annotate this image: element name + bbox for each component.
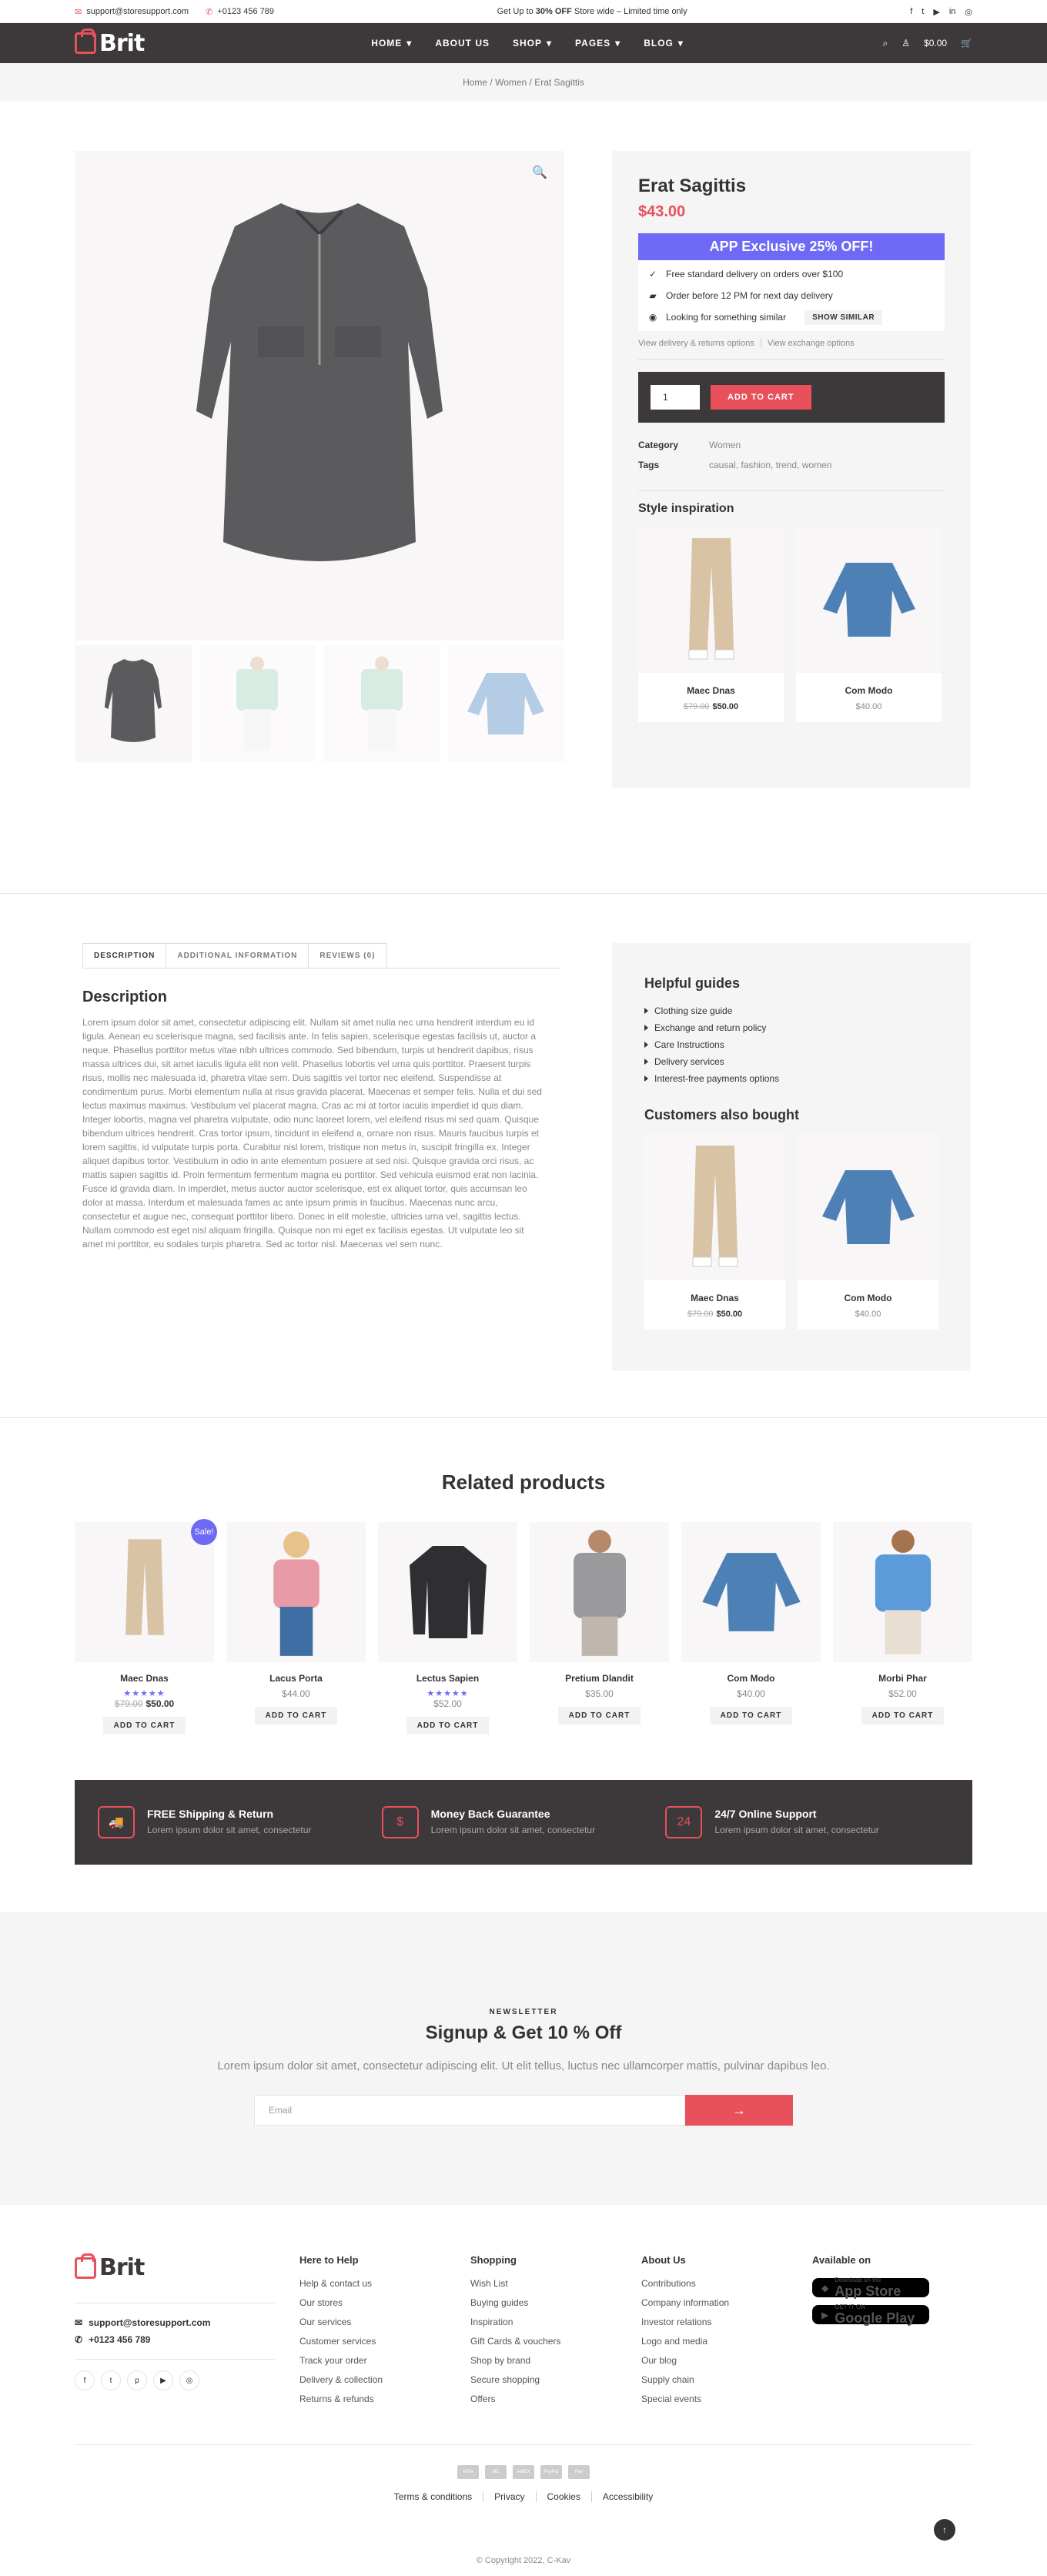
khaki-pants-image <box>688 1142 742 1273</box>
nav-about[interactable]: ABOUT US <box>435 38 490 49</box>
thumbnail-4[interactable] <box>448 645 565 762</box>
footer-link[interactable]: Logo and media <box>641 2336 708 2347</box>
denim-shirt-image <box>815 1161 922 1253</box>
topbar <box>0 0 1047 23</box>
customers-also-bought-title: Customers also bought <box>644 1107 800 1122</box>
category-link[interactable]: Women <box>709 440 741 450</box>
search-icon[interactable]: ⌕ <box>882 37 888 49</box>
money-icon: $ <box>382 1806 419 1838</box>
description-title: Description <box>82 989 168 1005</box>
footer-link[interactable]: Investor relations <box>641 2317 712 2327</box>
support-24-icon: 24 <box>665 1806 702 1838</box>
tags-links[interactable]: causal, fashion, trend, women <box>709 460 832 470</box>
facebook-icon[interactable]: f <box>910 6 913 16</box>
guide-link[interactable]: Exchange and return policy <box>644 1019 938 1036</box>
add-to-cart-button[interactable]: ADD TO CART <box>711 385 811 410</box>
footer-link[interactable]: Returns & refunds <box>299 2394 374 2404</box>
bag-logo-icon <box>75 2257 96 2279</box>
footer-link[interactable]: Our stores <box>299 2297 343 2308</box>
footer: Brit ✉ support@storesupport.com ✆ +0123 456 789 f t p ▶ ◎ Here to Help Help & contact us Our stores Our services Customer services Track your order Delivery & collection Returns & refunds Shopping Wish List Buying guides Inspiration Gift Cards & vouchers Shop by brand Secure shopping Offers About Us Contributions Company information Investor relations Logo and media Our blog Supply chain Special events Available on ◆ Download on the App Store ▶ GET IT ON Google Play VISA MC AMEX PayPal Pay Terms & conditions Privacy Cookies Accessibility ↑ © Copyright 2022, C-Kav <box>75 2205 972 2576</box>
chevron-down-icon: ▾ <box>677 38 684 49</box>
related-product-card[interactable]: Com Modo $40.00 ADD TO CART <box>681 1522 821 1735</box>
chevron-down-icon: ▾ <box>615 38 621 49</box>
check-circle-icon: ✓ <box>648 269 657 279</box>
main-nav <box>371 38 684 49</box>
add-to-cart-button[interactable]: ADD TO CART <box>861 1707 945 1725</box>
linkedin-icon[interactable]: in <box>948 6 956 16</box>
back-to-top-button[interactable]: ↑ <box>934 2519 955 2541</box>
footer-link[interactable]: Help & contact us <box>299 2278 373 2289</box>
mini-product-card[interactable]: Maec Dnas $79.00 $50.00 <box>638 527 784 722</box>
rating-stars: ★★★★★ <box>123 1689 166 1698</box>
footer-link[interactable]: Our blog <box>641 2355 677 2366</box>
newsletter-section: NEWSLETTER Signup & Get 10 % Off Lorem ipsum dolor sit amet, consectetur adipiscing elit. Ut elit tellus, luctus nec ullamcorper mattis, pulvinar dapibus leo. Email → <box>0 1912 1047 2205</box>
nav-blog[interactable]: BLOG ▾ <box>644 38 684 49</box>
thumbnail-2[interactable] <box>199 645 316 762</box>
nav-home[interactable]: HOME ▾ <box>371 38 413 49</box>
applepay-icon: Pay <box>568 2465 590 2479</box>
related-products <box>75 1418 972 1780</box>
truck-icon: ▰ <box>649 290 657 301</box>
guide-link[interactable]: Clothing size guide <box>644 1002 938 1019</box>
product-title: Erat Sagittis <box>638 176 747 196</box>
related-product-card[interactable]: Sale! Maec Dnas ★★★★★ $79.00 $50.00 ADD TO CART <box>75 1522 214 1735</box>
accessibility-link[interactable]: Accessibility <box>591 2491 664 2502</box>
delivery-returns-link[interactable]: View delivery & returns options <box>638 339 754 348</box>
footer-link[interactable]: Special events <box>641 2394 702 2404</box>
newsletter-title: Signup & Get 10 % Off <box>425 2022 622 2043</box>
add-to-cart-button[interactable]: ADD TO CART <box>710 1707 793 1725</box>
footer-link[interactable]: Our services <box>299 2317 352 2327</box>
topbar-promo: Get Up to 30% OFF Store wide – Limited time only <box>497 7 687 16</box>
tab-description[interactable]: DESCRIPTION <box>82 943 166 968</box>
related-product-card[interactable]: Pretium Dlandit $35.00 ADD TO CART <box>530 1522 669 1735</box>
add-to-cart-box <box>638 372 945 423</box>
sale-badge: Sale! <box>191 1519 217 1545</box>
add-to-cart-button[interactable]: ADD TO CART <box>103 1717 186 1735</box>
logo[interactable]: Brit <box>75 30 144 57</box>
tab-reviews[interactable]: REVIEWS (0) <box>308 943 386 968</box>
instagram-icon[interactable]: ◎ <box>179 2370 199 2390</box>
chevron-down-icon: ▾ <box>406 38 413 49</box>
copyright: © Copyright 2022, C-Kav <box>476 2556 571 2565</box>
add-to-cart-button[interactable]: ADD TO CART <box>255 1707 338 1725</box>
add-to-cart-button[interactable]: ADD TO CART <box>406 1717 490 1735</box>
product-gallery <box>75 151 564 893</box>
cart-icon[interactable]: 🛒 <box>961 38 972 49</box>
bag-logo-icon <box>75 32 96 54</box>
breadcrumb: Home / Women / Erat Sagittis <box>0 63 1047 102</box>
footer-link[interactable]: Customer services <box>299 2336 376 2347</box>
features-bar: 🚚 FREE Shipping & Return Lorem ipsum dolor sit amet, consectetur $ Money Back Guarantee Lorem ipsum dolor sit amet, consectetur 24 24/7 Online Support Lorem ipsum dolor sit amet, consectetur <box>75 1780 972 1865</box>
youtube-icon[interactable]: ▶ <box>153 2370 173 2390</box>
add-to-cart-button[interactable]: ADD TO CART <box>558 1707 641 1725</box>
denim-shirt-image <box>815 554 923 646</box>
footer-link[interactable]: Wish List <box>470 2278 508 2289</box>
pinterest-icon[interactable]: p <box>127 2370 147 2390</box>
app-store-button[interactable]: ◆ Download on the App Store <box>812 2278 929 2297</box>
facebook-icon[interactable]: f <box>75 2370 95 2390</box>
mail-icon: ✉ <box>75 2317 83 2328</box>
related-product-card[interactable]: Morbi Phar $52.00 ADD TO CART <box>833 1522 972 1735</box>
youtube-icon[interactable]: ▶ <box>933 7 940 17</box>
guide-link[interactable]: Delivery services <box>644 1053 938 1070</box>
eye-icon: ◉ <box>648 312 657 323</box>
truck-icon: 🚚 <box>98 1806 135 1838</box>
subscribe-button[interactable]: → <box>685 2095 793 2126</box>
helpful-guides-panel <box>612 943 971 1371</box>
footer-link[interactable]: Inspiration <box>470 2317 513 2327</box>
khaki-pants-image <box>684 534 738 665</box>
chevron-down-icon: ▾ <box>547 38 553 49</box>
quantity-input[interactable]: 1 <box>651 385 700 410</box>
related-title: Related products <box>441 1470 606 1494</box>
topbar-phone[interactable]: ✆ +0123 456 789 <box>206 7 274 17</box>
mini-product-card[interactable]: Com Modo $40.00 <box>798 1134 938 1330</box>
apple-icon: ◆ <box>821 2282 829 2293</box>
helpful-guides-title: Helpful guides <box>644 975 741 991</box>
mastercard-icon: MC <box>485 2465 507 2479</box>
show-similar-button[interactable]: SHOW SIMILAR <box>804 310 882 325</box>
twitter-icon[interactable]: t <box>101 2370 121 2390</box>
header <box>0 23 1047 63</box>
play-icon: ▶ <box>821 2309 829 2320</box>
product-summary <box>612 151 971 788</box>
footer-link[interactable]: Shop by brand <box>470 2355 531 2366</box>
description-section <box>75 894 972 1417</box>
footer-link[interactable]: Contributions <box>641 2278 696 2289</box>
style-inspiration-title: Style inspiration <box>638 490 945 516</box>
guide-link[interactable]: Interest-free payments options <box>644 1070 938 1087</box>
footer-link[interactable]: Track your order <box>299 2355 367 2366</box>
mini-product-card[interactable]: Com Modo $40.00 <box>796 527 942 722</box>
tab-additional-information[interactable]: ADDITIONAL INFORMATION <box>166 943 309 968</box>
footer-logo[interactable]: Brit <box>75 2254 299 2281</box>
mini-product-card[interactable]: Maec Dnas $79.00 $50.00 <box>644 1134 785 1330</box>
user-icon[interactable]: ♙ <box>901 38 911 49</box>
product-meta: Category Women Tags causal, fashion, trend, women <box>638 440 832 470</box>
privacy-link[interactable]: Privacy <box>483 2491 535 2502</box>
nav-pages[interactable]: PAGES ▾ <box>575 38 621 49</box>
cart-total[interactable]: $0.00 <box>924 38 948 49</box>
related-product-card[interactable]: Lectus Sapien ★★★★★ $52.00 ADD TO CART <box>378 1522 517 1735</box>
cookies-link[interactable]: Cookies <box>536 2491 591 2502</box>
zoom-icon[interactable]: 🔍 <box>532 166 547 179</box>
footer-link[interactable]: Company information <box>641 2297 730 2308</box>
google-play-button[interactable]: ▶ GET IT ON Google Play <box>812 2305 929 2324</box>
product-tabs <box>82 943 560 969</box>
footer-link[interactable]: Delivery & collection <box>299 2374 383 2385</box>
perks-list: ✓ Free standard delivery on orders over $100 ▰ Order before 12 PM for next day delivery ◉ Looking for something similar SHOW SIMILAR <box>638 260 945 331</box>
instagram-icon[interactable]: ◎ <box>965 7 972 17</box>
footer-link[interactable]: Buying guides <box>470 2297 529 2308</box>
phone-icon: ✆ <box>206 7 213 17</box>
twitter-icon[interactable]: t <box>922 6 925 16</box>
payment-icons <box>75 2465 972 2479</box>
phone-icon: ✆ <box>75 2334 83 2345</box>
footer-link[interactable]: Offers <box>470 2394 496 2404</box>
exchange-link[interactable]: View exchange options <box>761 339 855 348</box>
related-product-card[interactable]: Lacus Porta $44.00 ADD TO CART <box>226 1522 366 1735</box>
nav-shop[interactable]: SHOP ▾ <box>513 38 553 49</box>
amex-icon: AMEX <box>513 2465 534 2479</box>
product-section <box>75 102 972 893</box>
thumbnail-3[interactable] <box>323 645 440 762</box>
thumbnail-1[interactable] <box>75 645 192 762</box>
email-field[interactable]: Email <box>254 2095 685 2126</box>
product-price: $43.00 <box>638 203 686 220</box>
description-text: Lorem ipsum dolor sit amet, consectetur adipiscing elit. Nullam sit amet nulla nec urna hendrerit interdum eu id ligula. Aenean eu scelerisque magna, sed facilisis ante. In felis sapien, scelerisque egestas facilisis ut, auctor a neque. Phasellus porttitor metus vitae nibh ultrices commodo. Sed bibendum, turpis ut hendrerit dapibus, risus massa ultrices dui, sit amet iaculis ligula elit non velit. Phasellus lobortis vel urna quis porttitor. Praesent turpis risus, mollis nec malesuada id, pharetra vitae sem. Duis sagittis vel tortor nec eleifend. Suspendisse at condimentum purus. Morbi elementum nulla at risus gravida placerat. Maecenas et semper felis. Nulla et dui sed lectus maximus maximus. Vestibulum vel placerat magna. Cras ac mi at tortor iaculis imperdiet id quis diam. Integer lobortis, magna vel pharetra vulputate, odio nunc laoreet lorem, vel eleifend risus mi sed quam. Quisque bibendum ultrices hendrerit. Cras tortor ipsum, tincidunt in eleifend a, ornare non risus. Mauris faucibus turpis et lorem sagittis, id vulputate turpis porta. Curabitur nisl lorem, tristique non metus in, suscipit fringilla ex. Integer aliquet dapibus tortor. Vestibulum in odio in ante elementum posuere at sed nisi. Quisque gravida orci risus, ac mattis sapien sagittis id. Proin fermentum fermentum magna eu porttitor. Sed vehicula euismod erat non lacinia. Fusce id gravida diam. In imperdiet, metus auctor auctor scelerisque, est ex aliquet tortor, quis accumsan leo dolor at massa. Interdum et malesuada fames ac ante ipsum primis in faucibus. Maecenas nunc arcu, consectetur et augue nec, consequat porttitor libero. Donec in elit molestie, ultricies urna vel, sagittis lectus. Nullam commodo est eget nisl aliquam fringilla. Quisque non mi eget ex facilisis egestas. Ut vulputate leo sit amet mi porttitor, eu sodales turpis pharetra. Sed ac tortor nisl. Maecenas vel sem nunc. <box>82 1017 542 1250</box>
footer-link[interactable]: Gift Cards & vouchers <box>470 2336 561 2347</box>
terms-link[interactable]: Terms & conditions <box>393 2491 473 2502</box>
paypal-icon: PayPal <box>540 2465 562 2479</box>
gray-blouse-image <box>196 180 443 611</box>
guide-link[interactable]: Care Instructions <box>644 1036 938 1053</box>
mail-icon: ✉ <box>75 7 82 17</box>
footer-link[interactable]: Supply chain <box>641 2374 694 2385</box>
topbar-email[interactable]: ✉ support@storesupport.com <box>75 7 189 17</box>
product-main-image[interactable] <box>75 151 564 641</box>
option-links <box>638 331 945 360</box>
footer-link[interactable]: Secure shopping <box>470 2374 540 2385</box>
app-promo-banner: APP Exclusive 25% OFF! <box>638 233 945 260</box>
visa-icon: VISA <box>457 2465 479 2479</box>
rating-stars: ★★★★★ <box>426 1689 469 1698</box>
